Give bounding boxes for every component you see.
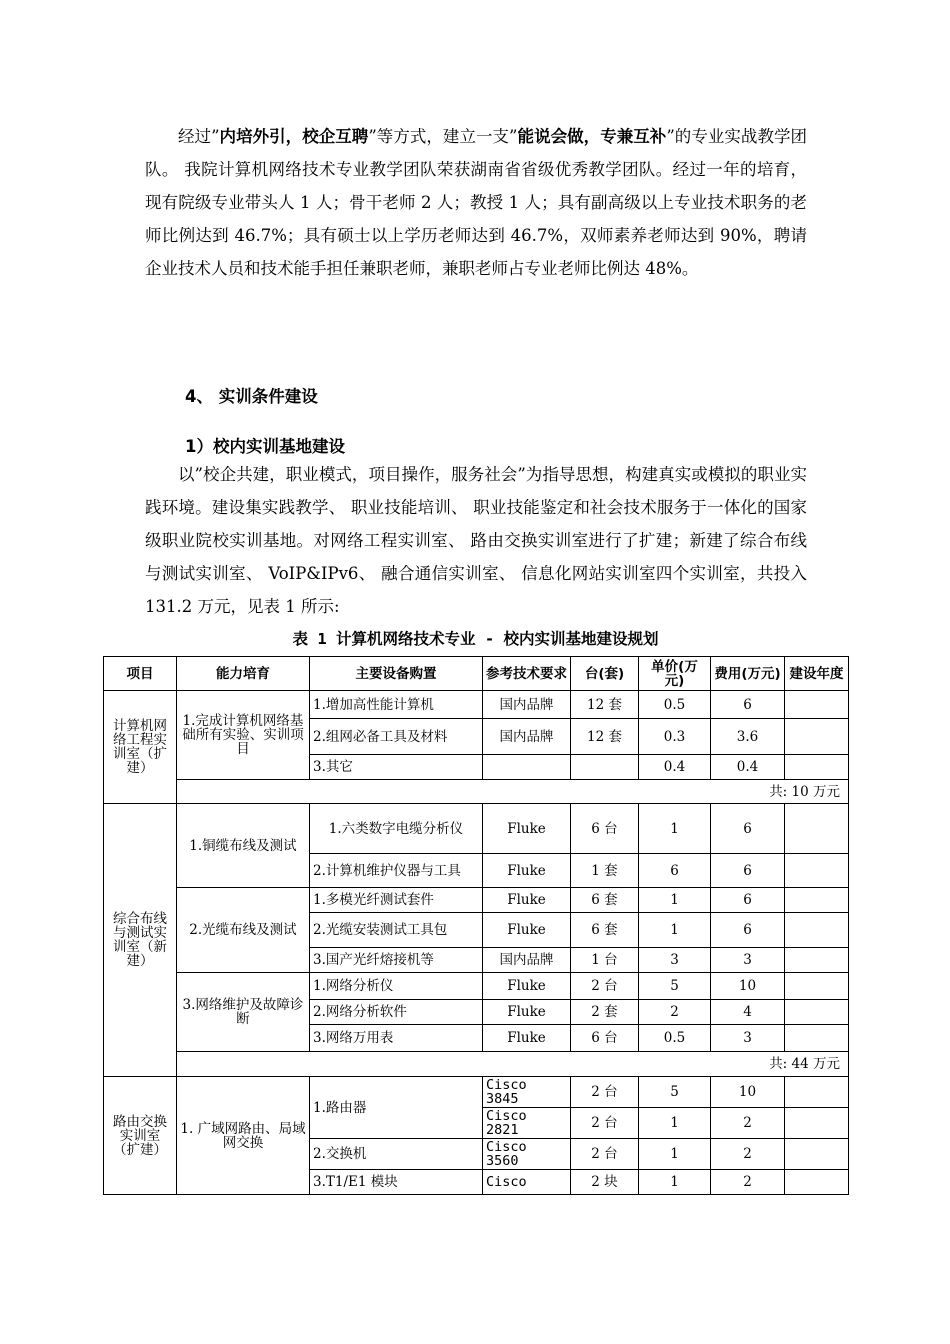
bold-run: 内培外引，校企互聘 [219,127,369,146]
equipment-cell: 1.多模光纤测试套件 [310,888,483,913]
section-heading: 4、 实训条件建设 [185,387,318,406]
lab-total-cell: 共: 10 万元 [177,780,849,804]
intro-paragraph [145,120,807,285]
header-cell: 主要设备购置 [310,657,483,691]
equipment-cell: 3.国产光纤熔接机等 [310,948,483,973]
year-cell [785,1000,849,1025]
qty-cell: 6 台 [571,1025,639,1052]
year-cell [785,888,849,913]
spec-cell: Cisco 3560 [483,1139,571,1170]
ability-cell: 3.网络维护及故障诊断 [177,973,310,1052]
table-caption: 表 1 计算机网络技术专业 - 校内实训基地建设规划 [292,630,659,648]
equipment-cell: 3.其它 [310,755,483,780]
header-cell: 建设年度 [785,657,849,691]
price-cell: 5 [639,973,711,1000]
year-cell [785,948,849,973]
qty-cell: 12 套 [571,691,639,719]
spec-cell: Fluke [483,888,571,913]
year-cell [785,1108,849,1139]
header-cell: 参考技术要求 [483,657,571,691]
header-cell: 项目 [104,657,177,691]
cost-cell: 4 [711,1000,785,1025]
cost-cell: 2 [711,1139,785,1170]
qty-cell: 6 套 [571,913,639,948]
spec-cell: Fluke [483,1000,571,1025]
spec-cell: Cisco 3845 [483,1077,571,1108]
year-cell [785,719,849,755]
spec-cell: Fluke [483,913,571,948]
text-run: ”的专业实战教学团队。 我院计算机网络技术专业教学团队荣获湖南省省级优秀教学团队。经过一年的培育，现有院级专业带头人 1 人；骨干老师 2 人；教授 1 人；具有副高级以上专业技术职务的老师比例达到 46.7%；具有硕士以上学历老师达到 46.7%，双师素养老师达到 90%，聘请企业技术人员和技术能手担任兼职老师，兼职老师占专业老师比例达 48%。 [145,127,808,278]
qty-cell: 2 台 [571,1077,639,1108]
price-cell: 0.4 [639,755,711,780]
spec-cell: Cisco 2821 [483,1108,571,1139]
price-cell: 1 [639,1108,711,1139]
cost-cell: 10 [711,1077,785,1108]
qty-cell: 1 套 [571,854,639,888]
header-cell: 单价(万元) [639,657,711,691]
price-cell: 0.3 [639,719,711,755]
spec-cell [483,755,571,780]
qty-cell: 12 套 [571,719,639,755]
year-cell [785,1077,849,1108]
price-cell: 3 [639,948,711,973]
text-run: ”等方式，建立一支” [368,127,518,146]
equipment-cell: 2.组网必备工具及材料 [310,719,483,755]
ability-cell: 1. 广域网路由、局域网交换 [177,1077,310,1195]
header-cell: 能力培育 [177,657,310,691]
lab-name-cell: 计算机网络工程实训室（扩建） [104,691,177,804]
qty-cell: 2 台 [571,973,639,1000]
qty-cell: 1 台 [571,948,639,973]
price-cell: 1 [639,1170,711,1195]
cost-cell: 3 [711,1025,785,1052]
lab-name-cell: 综合布线与测试实训室（新建） [104,804,177,1077]
cost-cell: 6 [711,888,785,913]
bold-run: 能说会做，专兼互补 [517,127,667,146]
equipment-cell: 2.计算机维护仪器与工具 [310,854,483,888]
spec-cell: Fluke [483,804,571,854]
spec-cell: 国内品牌 [483,691,571,719]
equipment-cell: 3.T1/E1 模块 [310,1170,483,1195]
equipment-cell: 2.网络分析软件 [310,1000,483,1025]
qty-cell: 6 套 [571,888,639,913]
header-cell: 费用(万元) [711,657,785,691]
price-cell: 5 [639,1077,711,1108]
equipment-cell: 1.六类数字电缆分析仪 [310,804,483,854]
price-cell: 0.5 [639,1025,711,1052]
price-cell: 1 [639,1139,711,1170]
equipment-cell: 2.光缆安装测试工具包 [310,913,483,948]
equipment-cell: 1.网络分析仪 [310,973,483,1000]
spec-cell: Fluke [483,1025,571,1052]
spec-cell: Fluke [483,973,571,1000]
ability-cell: 2.光缆布线及测试 [177,888,310,973]
price-cell: 1 [639,804,711,854]
equipment-cell: 2.交换机 [310,1139,483,1170]
base-paragraph: 以”校企共建，职业模式，项目操作，服务社会”为指导思想，构建真实或模拟的职业实践环境。建设集实践教学、 职业技能培训、 职业技能鉴定和社会技术服务于一体化的国家级职业院校实训基地。对网络工程实训室、 路由交换实训室进行了扩建；新建了综合布线与测试实训室、 VoIP&IPv6、 融合通信实训室、 信息化网站实训室四个实训室，共投入 131.2 万元，见表 1 所示: [145,465,807,616]
year-cell [785,804,849,854]
year-cell [785,913,849,948]
year-cell [785,854,849,888]
cost-cell: 6 [711,854,785,888]
price-cell: 6 [639,854,711,888]
lab-name-cell: 路由交换实训室（扩建） [104,1077,177,1195]
spec-cell: 国内品牌 [483,719,571,755]
spec-cell: Cisco [483,1170,571,1195]
cost-cell: 6 [711,691,785,719]
price-cell: 0.5 [639,691,711,719]
spec-cell: Fluke [483,854,571,888]
training-base-table [103,656,849,1195]
header-cell: 台(套) [571,657,639,691]
year-cell [785,755,849,780]
price-cell: 1 [639,913,711,948]
qty-cell: 2 台 [571,1139,639,1170]
equipment-cell: 1.路由器 [310,1077,483,1139]
cost-cell: 3.6 [711,719,785,755]
subsection-heading: 1）校内实训基地建设 [185,437,345,456]
cost-cell: 2 [711,1108,785,1139]
year-cell [785,973,849,1000]
cost-cell: 10 [711,973,785,1000]
ability-cell: 1.完成计算机网络基础所有实验、实训项目 [177,691,310,780]
equipment-cell: 1.增加高性能计算机 [310,691,483,719]
cost-cell: 3 [711,948,785,973]
ability-cell: 1.铜缆布线及测试 [177,804,310,888]
text-run: 经过” [178,127,220,146]
price-cell: 1 [639,888,711,913]
qty-cell: 2 台 [571,1108,639,1139]
cost-cell: 6 [711,804,785,854]
year-cell [785,1170,849,1195]
year-cell [785,691,849,719]
year-cell [785,1139,849,1170]
qty-cell: 2 块 [571,1170,639,1195]
lab-total-cell: 共: 44 万元 [177,1052,849,1077]
year-cell [785,1025,849,1052]
cost-cell: 2 [711,1170,785,1195]
qty-cell: 2 套 [571,1000,639,1025]
cost-cell: 0.4 [711,755,785,780]
price-cell: 2 [639,1000,711,1025]
equipment-cell: 3.网络万用表 [310,1025,483,1052]
qty-cell [571,755,639,780]
spec-cell: 国内品牌 [483,948,571,973]
cost-cell: 6 [711,913,785,948]
qty-cell: 6 台 [571,804,639,854]
